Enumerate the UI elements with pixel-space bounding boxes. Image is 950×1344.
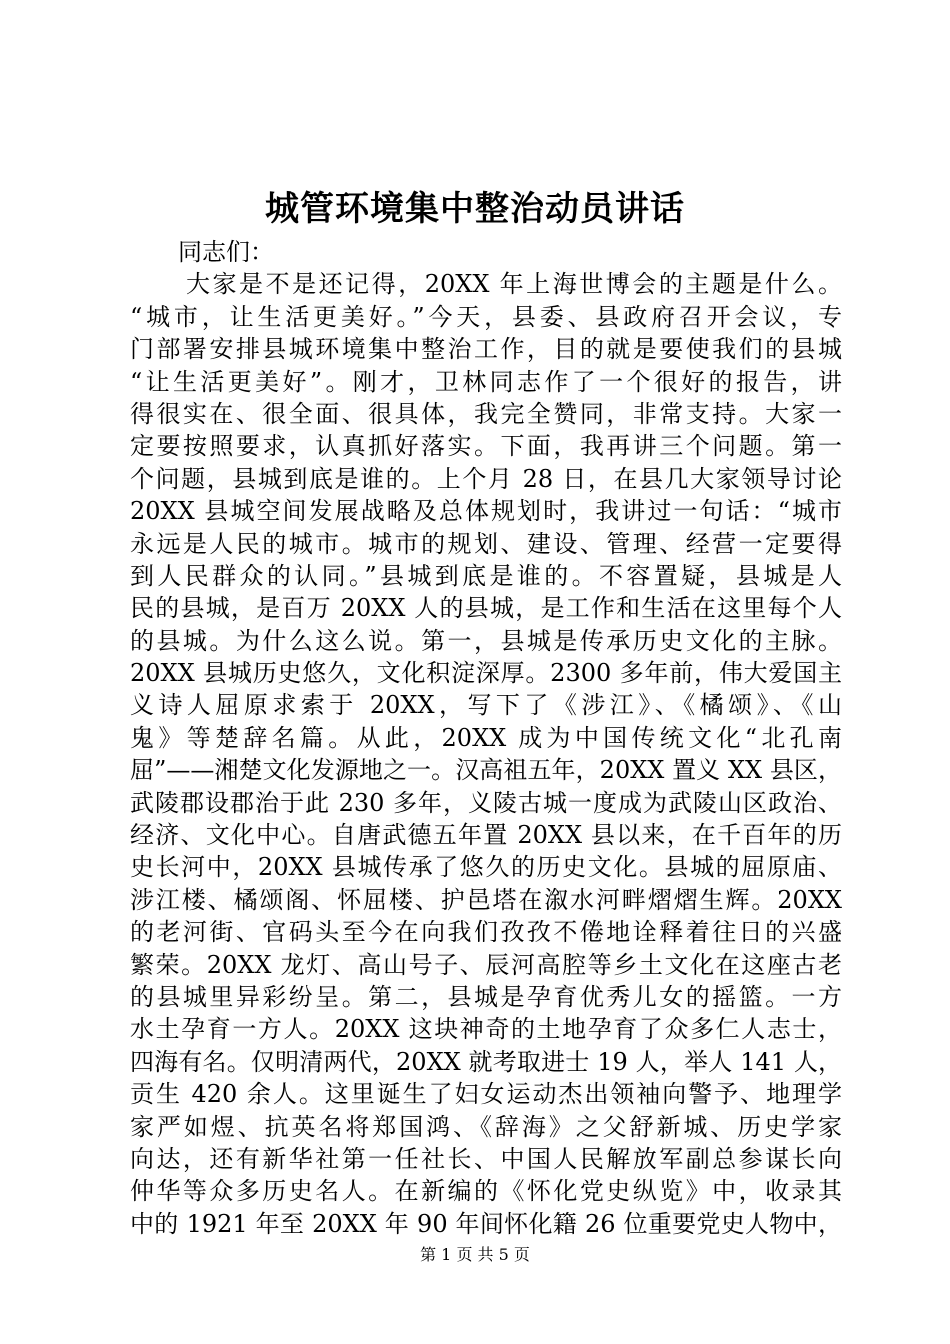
paragraph-line: 繁荣。20XX 龙灯、高山号子、辰河高腔等乡土文化在这座古老 [130, 950, 842, 979]
paragraph-line: 经济、文化中心。自唐武德五年置 20XX 县以来，在千百年的历 [130, 821, 842, 850]
page-number-footer: 第 1 页 共 5 页 [420, 1245, 530, 1264]
paragraph-line: 仲华等众多历史名人。在新编的《怀化党史纵览》中，收录其 [130, 1177, 842, 1206]
paragraph-line: 水土孕育一方人。20XX 这块神奇的土地孕育了众多仁人志士， [130, 1015, 842, 1044]
paragraph-line: 的县城。为什么这么说。第一，县城是传承历史文化的主脉。 [130, 626, 842, 655]
paragraph-line: 武陵郡设郡治于此 230 多年，义陵古城一度成为武陵山区政治、 [130, 788, 842, 817]
paragraph-line: 四海有名。仅明清两代，20XX 就考取进士 19 人，举人 141 人， [130, 1047, 842, 1076]
paragraph-line: 永远是人民的城市。城市的规划、建设、管理、经营一定要得 [130, 529, 842, 558]
paragraph-line: 民的县城，是百万 20XX 人的县城，是工作和生活在这里每个人 [130, 594, 842, 623]
paragraph-line: 到人民群众的认同。”县城到底是谁的。不容置疑，县城是人 [130, 561, 842, 590]
paragraph-line: 大家是不是还记得，20XX 年上海世博会的主题是什么。 [186, 270, 842, 299]
paragraph-line: 鬼》等楚辞名篇。从此，20XX 成为中国传统文化“北孔南 [130, 723, 842, 752]
paragraph-line: 20XX 县城历史悠久，文化积淀深厚。2300 多年前，伟大爱国主 [130, 659, 842, 688]
document-title: 城管环境集中整治动员讲话 [265, 189, 685, 229]
paragraph-line: 屈”——湘楚文化发源地之一。汉高祖五年，20XX 置义 XX 县区， [130, 756, 842, 785]
paragraph-line: 定要按照要求，认真抓好落实。下面，我再讲三个问题。第一 [130, 432, 842, 461]
paragraph-line: 向达，还有新华社第一任社长、中国人民解放军副总参谋长向 [130, 1144, 842, 1173]
paragraph-line: “城市，让生活更美好。”今天，县委、县政府召开会议，专 [130, 302, 842, 331]
salutation: 同志们： [178, 238, 274, 266]
paragraph-line: 个问题，县城到底是谁的。上个月 28 日，在县几大家领导讨论 [130, 464, 842, 493]
paragraph-line: “让生活更美好”。刚才，卫林同志作了一个很好的报告，讲 [130, 367, 842, 396]
paragraph-line: 涉江楼、橘颂阁、怀屈楼、护邑塔在溆水河畔熠熠生辉。20XX [130, 885, 842, 914]
paragraph-line: 史长河中，20XX 县城传承了悠久的历史文化。县城的屈原庙、 [130, 853, 842, 882]
paragraph-line: 20XX 县城空间发展战略及总体规划时，我讲过一句话：“城市 [130, 497, 842, 526]
paragraph-line: 中的 1921 年至 20XX 年 90 年间怀化籍 26 位重要党史人物中， [130, 1209, 842, 1238]
paragraph-line: 门部署安排县城环境集中整治工作，目的就是要使我们的县城 [130, 335, 842, 364]
paragraph-line: 的老河街、官码头至今在向我们孜孜不倦地诠释着往日的兴盛 [130, 918, 842, 947]
paragraph-line: 贡生 420 余人。这里诞生了妇女运动杰出领袖向警予、地理学 [130, 1080, 842, 1109]
paragraph-line: 得很实在、很全面、很具体，我完全赞同，非常支持。大家一 [130, 399, 842, 428]
paragraph-line: 的县城里异彩纷呈。第二，县城是孕育优秀儿女的摇篮。一方 [130, 982, 842, 1011]
document-body [130, 236, 842, 1240]
paragraph-line: 家严如煜、抗英名将郑国鸿、《辞海》之父舒新城、历史学家 [130, 1112, 842, 1141]
paragraph-line: 义诗人屈原求索于 20XX，写下了《涉江》、《橘颂》、《山 [130, 691, 842, 720]
